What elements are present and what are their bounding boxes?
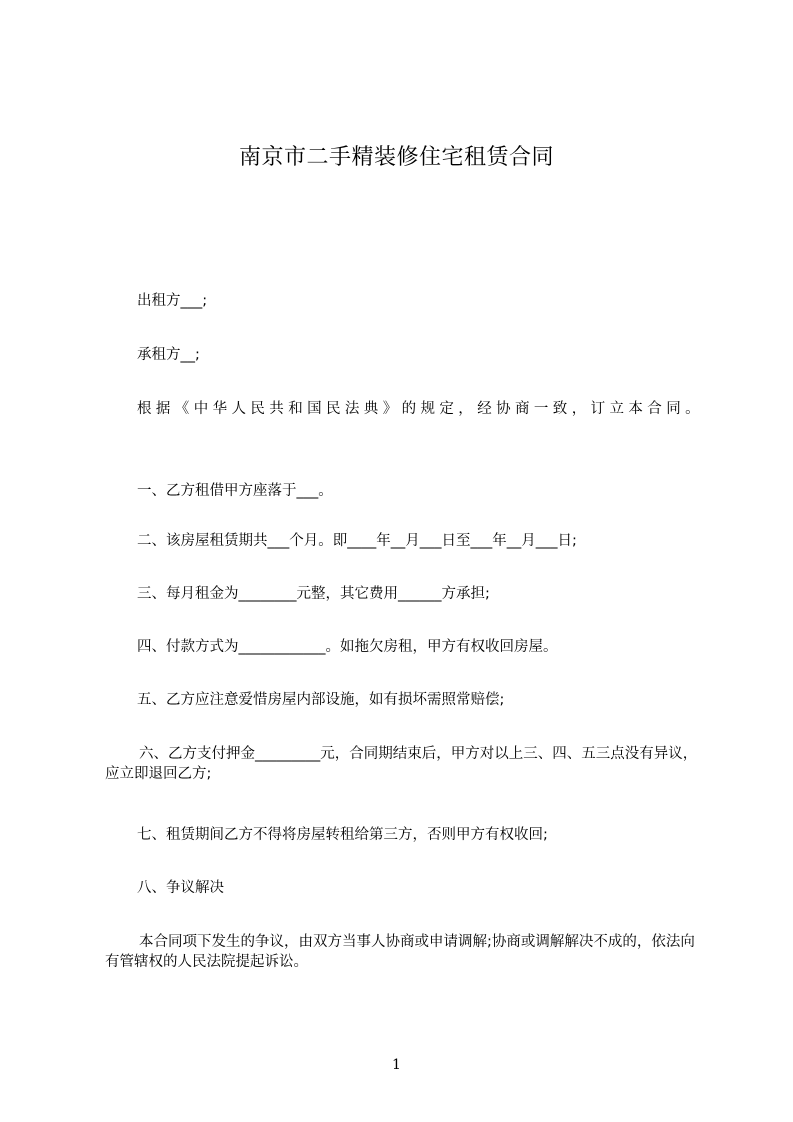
- page-number: 1: [392, 1057, 401, 1073]
- clause-3: 三、每月租金为________元整，其它费用______方承担;: [137, 586, 490, 602]
- clause-4: 四、付款方式为____________。如拖欠房租，甲方有权收回房屋。: [137, 639, 558, 655]
- clause-1: 一、乙方租借甲方座落于___。: [137, 483, 333, 499]
- clause-8-heading: 八、争议解决: [137, 880, 224, 896]
- lessee-line: 承租方__;: [137, 347, 200, 363]
- preamble-paragraph: 根据《中华人民共和国民法典》的规定，经协商一致，订立本合同。: [137, 401, 704, 417]
- clause-2: 二、该房屋租赁期共___个月。即____年__月___日至___年__月___日;: [137, 533, 577, 549]
- clause-7: 七、租赁期间乙方不得将房屋转租给第三方，否则甲方有权收回;: [137, 827, 548, 843]
- clause-5: 五、乙方应注意爱惜房屋内部设施，如有损坏需照常赔偿;: [137, 692, 505, 708]
- clause-6: 六、乙方支付押金_________元，合同期结束后，甲方对以上三、四、五三点没有异议，应立即退回乙方;: [105, 746, 698, 782]
- document-title: 南京市二手精装修住宅租赁合同: [238, 145, 554, 170]
- dispute-paragraph: 本合同项下发生的争议，由双方当事人协商或申请调解;协商或调解解决不成的，依法向有管辖权的人民法院提起诉讼。: [105, 934, 695, 970]
- lessor-line: 出租方___;: [137, 293, 208, 309]
